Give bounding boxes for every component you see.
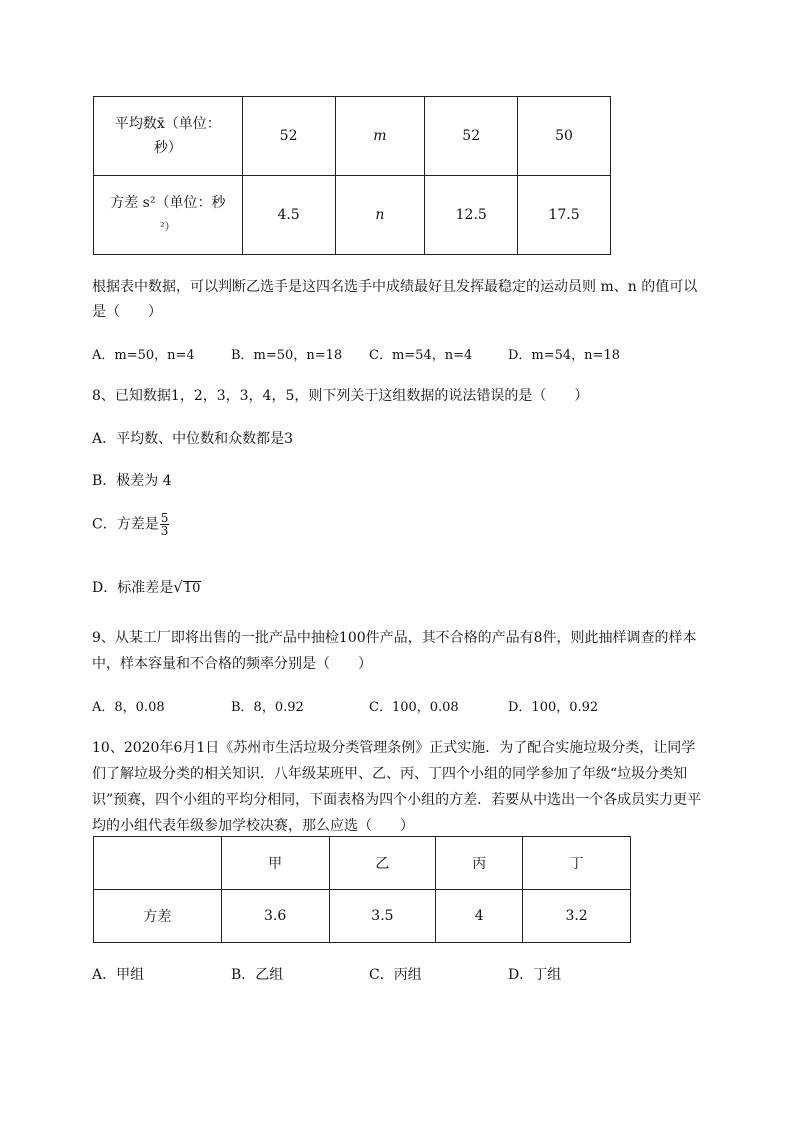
- q8-option-b: B．极差为 4: [92, 473, 172, 489]
- q7-text-line1: 根据表中数据，可以判断乙选手是这四名选手中成绩最好且发挥最稳定的运动员则 m、n 的值可以: [92, 279, 698, 295]
- fraction: $\frac{5}{3}$: [160, 511, 169, 538]
- q10-option-d: D．丁组: [508, 967, 562, 983]
- q8-text: 8、已知数据1，2，3，3，4，5，则下列关于这组数据的说法错误的是（ ）: [92, 388, 589, 404]
- row-label-variance: 方差 s²（单位：秒 ²）: [94, 176, 243, 255]
- q8-option-c: C．方差是 $\frac{5}{3}$: [92, 511, 169, 538]
- q8-option-a: A．平均数、中位数和众数都是3: [92, 431, 294, 447]
- table-row: [94, 890, 631, 943]
- table-cell: 52: [242, 97, 335, 176]
- q7-option-c: C．m=54，n=4: [369, 348, 473, 363]
- q10-option-b: B．乙组: [231, 967, 284, 983]
- variance-table: [93, 836, 631, 943]
- q9-option-a: A．8，0.08: [92, 700, 165, 715]
- q9-text-line2: 中，样本容量和不合格的频率分别是（ ）: [92, 656, 372, 672]
- table-cell: 4.5: [242, 176, 335, 255]
- q7-text-line2: 是（ ）: [92, 304, 162, 320]
- q10-text-line3: 识”预赛，四个小组的平均分相同，下面表格为四个小组的方差．若要从中选出一个各成员实力更平: [92, 792, 702, 808]
- table-cell: 4: [436, 890, 523, 943]
- header-cell: 乙: [329, 837, 436, 890]
- table-cell: 52: [425, 97, 518, 176]
- table-row: [94, 176, 611, 255]
- results-table: [93, 96, 611, 255]
- header-cell-empty: [94, 837, 222, 890]
- q7-option-b: B．m=50，n=18: [231, 348, 343, 363]
- q10-text-line2: 们了解垃圾分类的相关知识．八年级某班甲、乙、丙、丁四个小组的同学参加了年级“垃圾分类知: [92, 766, 688, 782]
- sqrt-icon: √: [173, 578, 183, 596]
- header-cell: 丁: [523, 837, 631, 890]
- table-cell: 3.5: [329, 890, 436, 943]
- q9-option-b: B．8，0.92: [231, 700, 304, 715]
- q7-option-a: A．m=50，n=4: [92, 348, 195, 363]
- q7-option-d: D．m=54，n=18: [508, 348, 620, 363]
- header-cell: 丙: [436, 837, 523, 890]
- table-cell: 3.2: [523, 890, 631, 943]
- table-header-row: [94, 837, 631, 890]
- table-cell: 50: [518, 97, 611, 176]
- q9-option-c: C．100，0.08: [369, 700, 459, 715]
- table-cell: 12.5: [425, 176, 518, 255]
- q10-option-a: A．甲组: [92, 967, 145, 983]
- q10-option-c: C．丙组: [369, 967, 422, 983]
- table-row: [94, 97, 611, 176]
- table-cell: 3.6: [221, 890, 329, 943]
- row-label-mean: 平均数x̄（单位： 秒）: [94, 97, 243, 176]
- q9-option-d: D．100，0.92: [508, 700, 599, 715]
- q9-text-line1: 9、从某工厂即将出售的一批产品中抽检100件产品，其不合格的产品有8件，则此抽样调查的样本: [92, 630, 697, 646]
- header-cell: 甲: [221, 837, 329, 890]
- table-cell: n: [335, 176, 425, 255]
- table-cell: m: [335, 97, 425, 176]
- table-cell: 17.5: [518, 176, 611, 255]
- q10-text-line1: 10、2020年6月1日《苏州市生活垃圾分类管理条例》正式实施．为了配合实施垃圾分类，让同学: [92, 740, 696, 756]
- q10-text-line4: 均的小组代表年级参加学校决赛，那么应选（ ）: [92, 818, 414, 834]
- row-label: 方差: [94, 890, 222, 943]
- q8-option-d: D．标准差是√10: [92, 578, 201, 596]
